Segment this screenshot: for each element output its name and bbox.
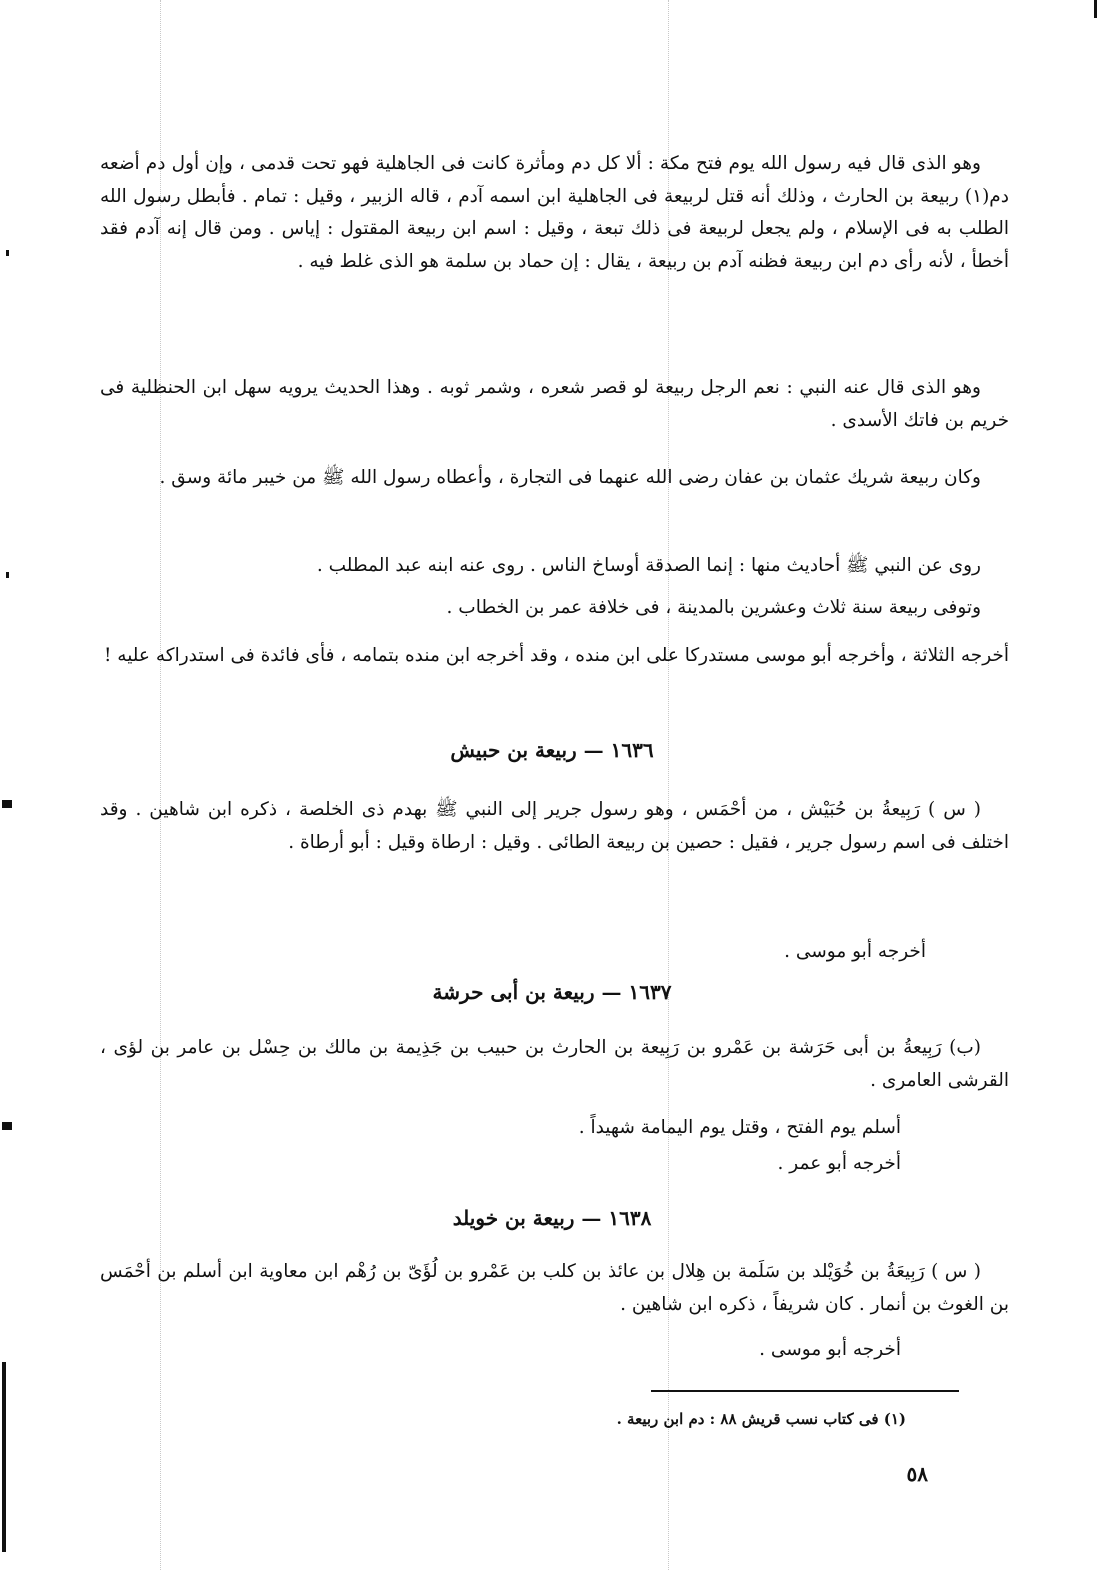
- entry-1638-source: أخرجه أبو موسى .: [759, 1339, 901, 1360]
- paragraph-3: وكان ربيعة شريك عثمان بن عفان رضى الله عنهما فى التجارة ، وأعطاه رسول الله ﷺ من خيبر مائة وسق .: [159, 467, 981, 488]
- footnote-divider: [651, 1390, 959, 1392]
- margin-mark: [2, 800, 12, 808]
- paragraph-6: أخرجه الثلاثة ، وأخرجه أبو موسى مستدركا على ابن منده ، وقد أخرجه ابن منده بتمامه ، فأى فائدة فى استدراكه عليه !: [103, 645, 1009, 666]
- entry-heading-1636: ١٦٣٦ — ربيعة بن حبيش: [450, 738, 654, 762]
- entry-1636-text: ( س ) رَبِيعةُ بن حُبَيْش ، من أحْمَس ، وهو رسول جرير إلى النبي ﷺ بهدم ذى الخلصة ، ذكره ابن شاهين . وقد اختلف فى اسم رسول جرير ، فقيل : حصين بن ربيعة الطائى . وقيل : ارطاة وقيل : أبو أرطاة .: [100, 799, 1009, 853]
- entry-1637-text: (ب) رَبِيعةُ بن أبى حَرَشة بن عَمْرو بن رَبِيعة بن الحارث بن حبيب بن جَذِيمة بن مالك بن حِسْل بن عامر بن لؤى ، القرشى العامرى .: [100, 1037, 1009, 1091]
- margin-mark: [6, 572, 9, 578]
- footnote: (١) فى كتاب نسب قريش ٨٨ : دم ابن ربيعة .: [616, 1410, 906, 1428]
- entry-heading-1638: ١٦٣٨ — ربيعة بن خويلد: [452, 1206, 652, 1230]
- entry-1637-line-2: أسلم يوم الفتح ، وقتل يوم اليمامة شهيداً .: [578, 1117, 901, 1138]
- entry-heading-1637: ١٦٣٧ — ربيعة بن أبى حرشة: [432, 980, 672, 1004]
- margin-mark: [6, 250, 9, 256]
- margin-mark: [2, 1122, 12, 1130]
- paragraph-1: وهو الذى قال فيه رسول الله يوم فتح مكة : ألا كل دم ومأثرة كانت فى الجاهلية فهو تحت قدمى ، وإن أول دم أضعه دم(١) ربيعة بن الحارث ، وذلك أنه قتل لربيعة فى الجاهلية ابن اسمه آدم ، قاله الزبير ، وقيل : تمام . فأبطل رسول الله الطلب به فى الإسلام ، ولم يجعل لربيعة فى ذلك تبعة ، وقيل : اسم ابن ربيعة المقتول : إياس . ومن قال إنه آدم فقد أخطأ ، لأنه رأى دم ابن ربيعة فظنه آدم بن ربيعة ، يقال : إن حماد بن سلمة هو الذى غلط فيه .: [100, 153, 1009, 272]
- margin-mark: [1094, 0, 1097, 18]
- paragraph-5: وتوفى ربيعة سنة ثلاث وعشرين بالمدينة ، فى خلافة عمر بن الخطاب .: [446, 597, 981, 618]
- entry-1638-text: ( س ) رَبِيعَةُ بن خُوَيْلد بن سَلَمة بن هِلال بن عائذ بن كلب بن عَمْرو بن لُؤَىّ بن رُهْم ابن معاوية ابن أسلم بن أحْمَس بن الغوث بن أنمار . كان شريفاً ، ذكره ابن شاهين .: [100, 1261, 1009, 1315]
- margin-mark: [2, 1362, 6, 1552]
- paragraph-2: وهو الذى قال عنه النبي : نعم الرجل ربيعة لو قصر شعره ، وشمر ثوبه . وهذا الحديث يرويه سهل ابن الحنظلية فى خريم بن فاتك الأسدى .: [100, 377, 1009, 431]
- paragraph-4: روى عن النبي ﷺ أحاديث منها : إنما الصدقة أوساخ الناس . روى عنه ابنه عبد المطلب .: [316, 555, 981, 576]
- page-number: ٥٨: [906, 1462, 928, 1486]
- entry-1636-source: أخرجه أبو موسى .: [784, 941, 926, 962]
- entry-1637-source: أخرجه أبو عمر .: [777, 1153, 901, 1174]
